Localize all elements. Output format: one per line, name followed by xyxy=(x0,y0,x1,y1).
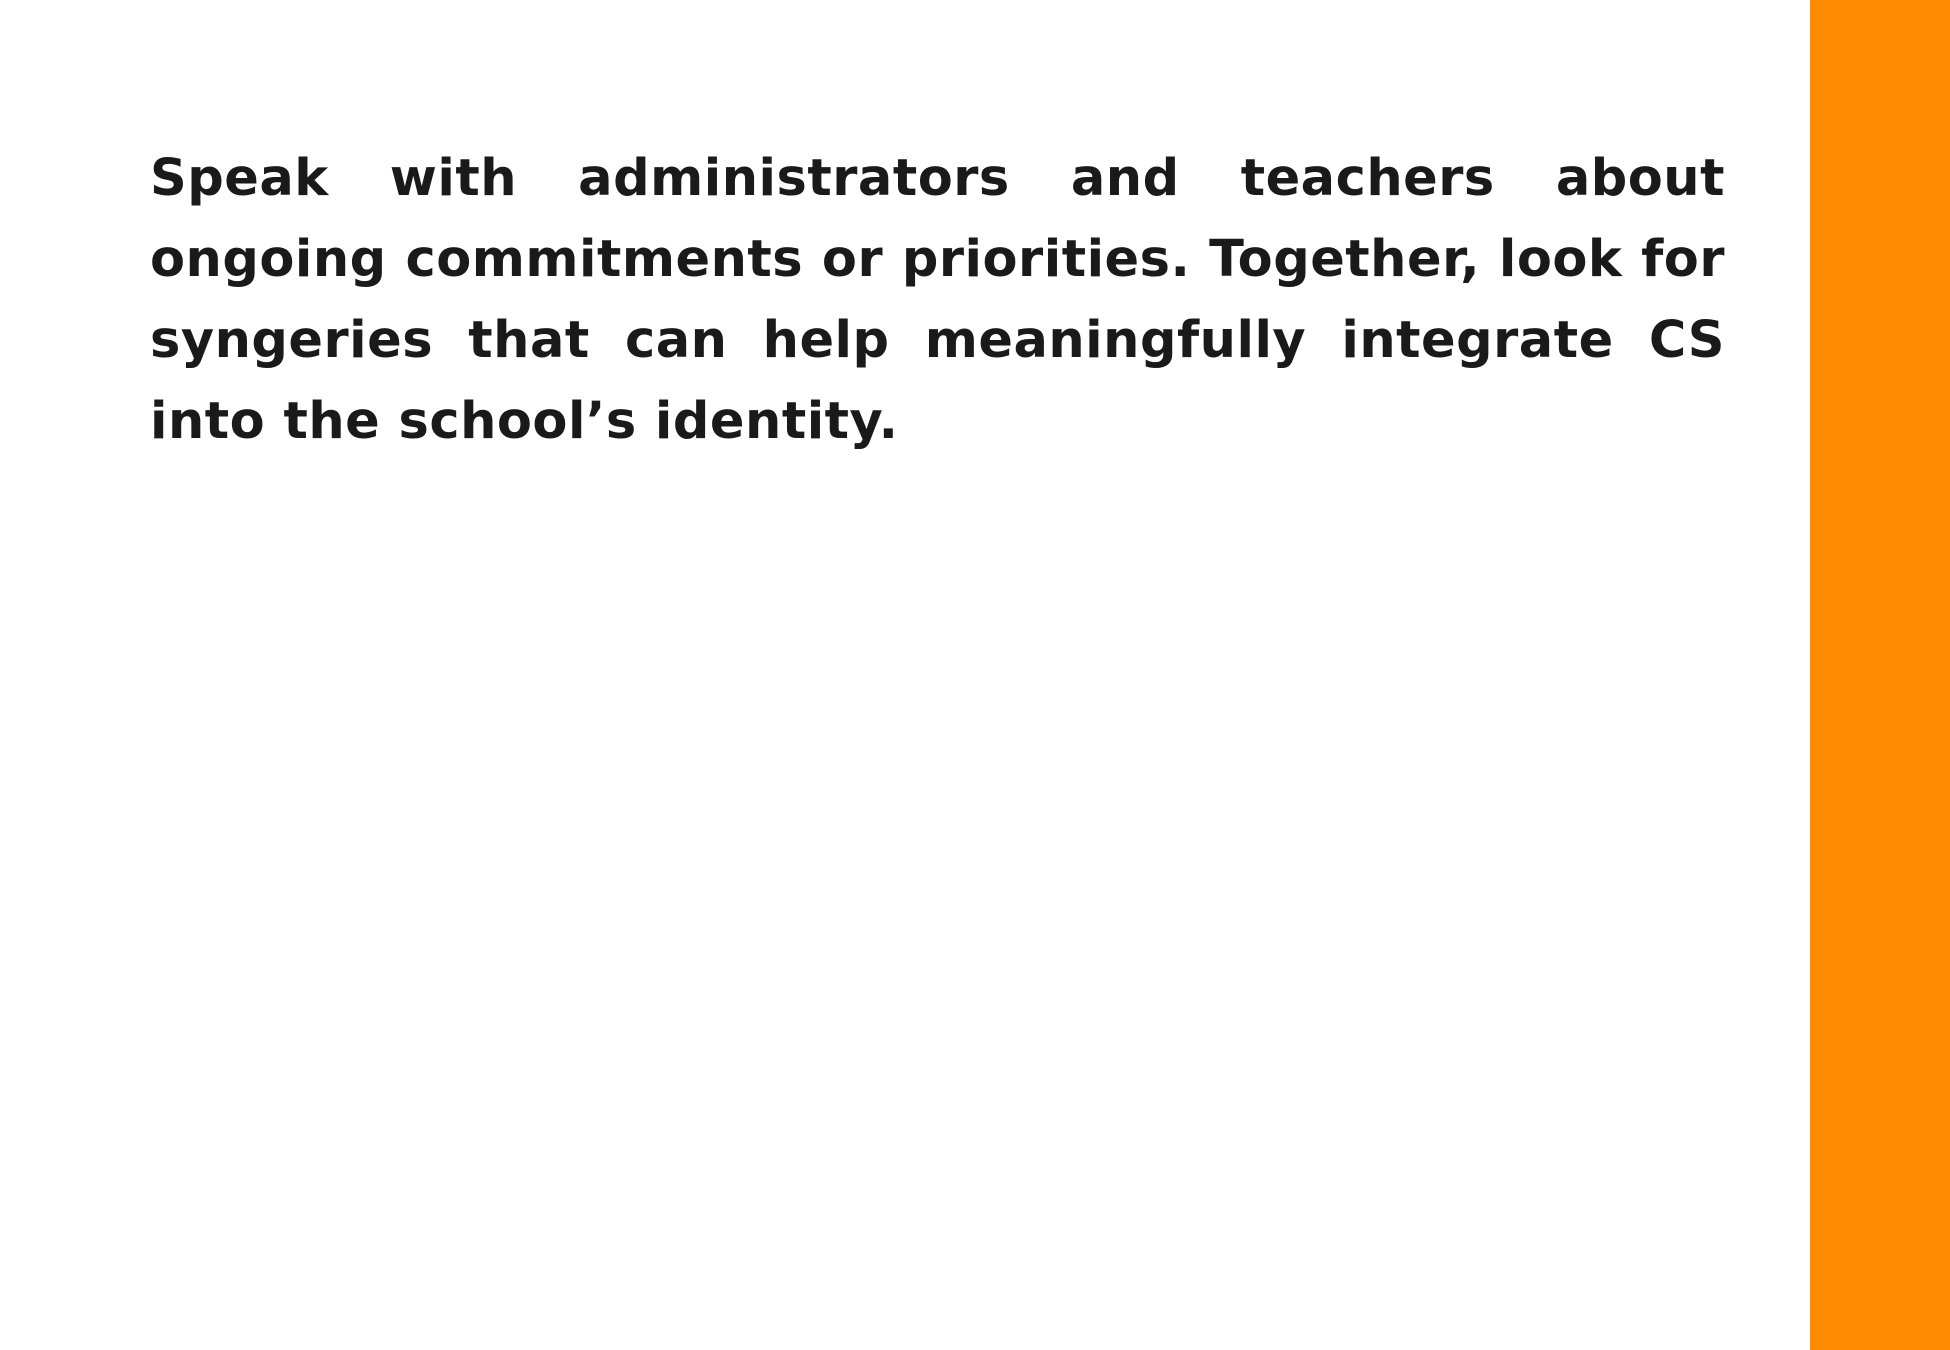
body-paragraph: Speak with administrators and teachers about ongoing commitments or priorities. Together, look for syngeries that can help meaningfully integrate CS into the school’s identity. xyxy=(150,149,1725,451)
orange-accent-bar xyxy=(1810,0,1950,1350)
